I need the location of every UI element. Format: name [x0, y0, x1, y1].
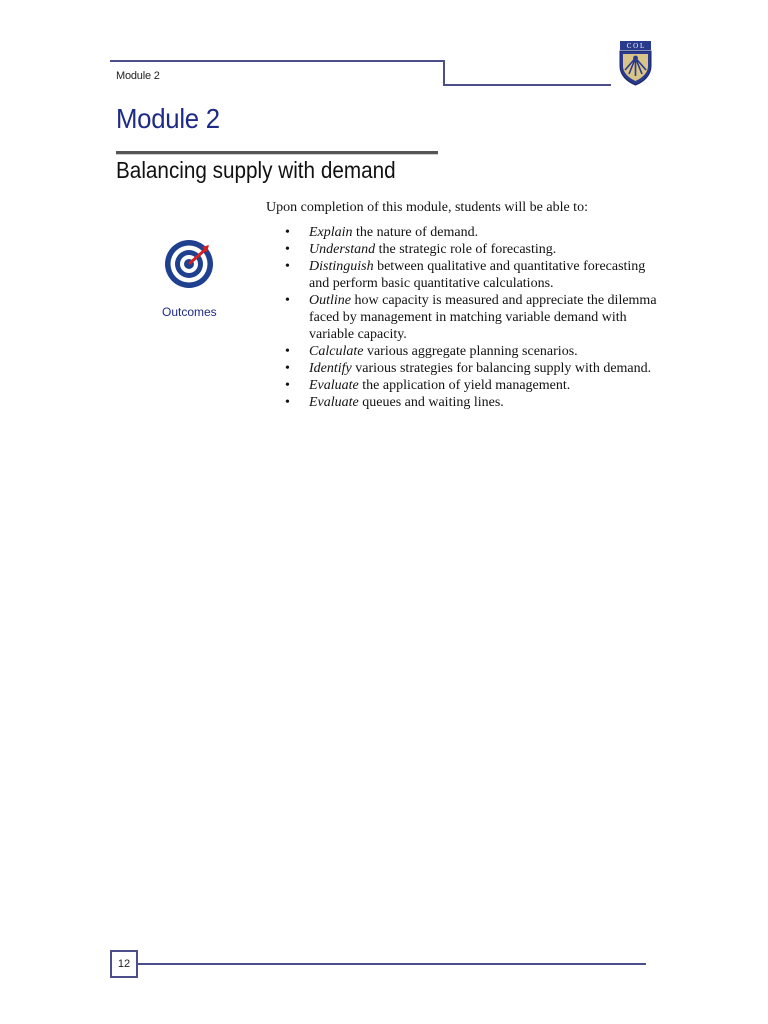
crest-lettering: C O L	[626, 42, 645, 51]
outcome-verb: Identify	[309, 361, 352, 376]
intro-text: Upon completion of this module, students will be able to:	[266, 200, 588, 215]
module-title: Module 2	[116, 103, 220, 134]
list-item	[285, 258, 665, 292]
list-item	[285, 360, 665, 377]
outcome-verb: Evaluate	[309, 378, 359, 393]
outcome-verb: Explain	[309, 225, 353, 240]
outcome-verb: Calculate	[309, 344, 364, 359]
col-crest-logo	[619, 40, 652, 86]
title-divider	[116, 151, 438, 154]
list-item	[285, 292, 665, 343]
outcome-text: the application of yield management.	[358, 378, 571, 393]
outcome-verb: Understand	[309, 242, 376, 257]
module-subtitle: Balancing supply with demand	[116, 157, 396, 183]
outcome-verb: Outline	[309, 293, 351, 308]
outcomes-label: Outcomes	[162, 305, 217, 319]
page-number: 12	[110, 950, 138, 978]
outcome-text: queues and waiting lines.	[358, 395, 504, 410]
header-rule-step	[443, 60, 445, 86]
outcome-text: various aggregate planning scenarios.	[363, 344, 578, 359]
list-item	[285, 224, 665, 241]
list-item	[285, 394, 665, 411]
header-rule-bottom	[443, 84, 611, 86]
outcome-verb: Distinguish	[309, 259, 374, 274]
list-item	[285, 241, 665, 258]
header-rule-top	[110, 60, 443, 62]
running-head: Module 2	[116, 70, 160, 82]
outcome-text: how capacity is measured and appreciate the dilemma faced by management in matching variable demand with variable capacity.	[309, 293, 657, 342]
outcome-verb: Evaluate	[309, 395, 359, 410]
outcome-text: various strategies for balancing supply with demand.	[351, 361, 652, 376]
outcome-text: between qualitative and quantitative forecasting and perform basic quantitative calculations.	[309, 259, 646, 291]
target-icon	[164, 239, 214, 289]
outcome-text: the nature of demand.	[352, 225, 479, 240]
footer-rule	[138, 963, 646, 965]
list-item	[285, 343, 665, 360]
list-item	[285, 377, 665, 394]
outcome-text: the strategic role of forecasting.	[375, 242, 557, 257]
outcomes-list	[285, 224, 665, 411]
